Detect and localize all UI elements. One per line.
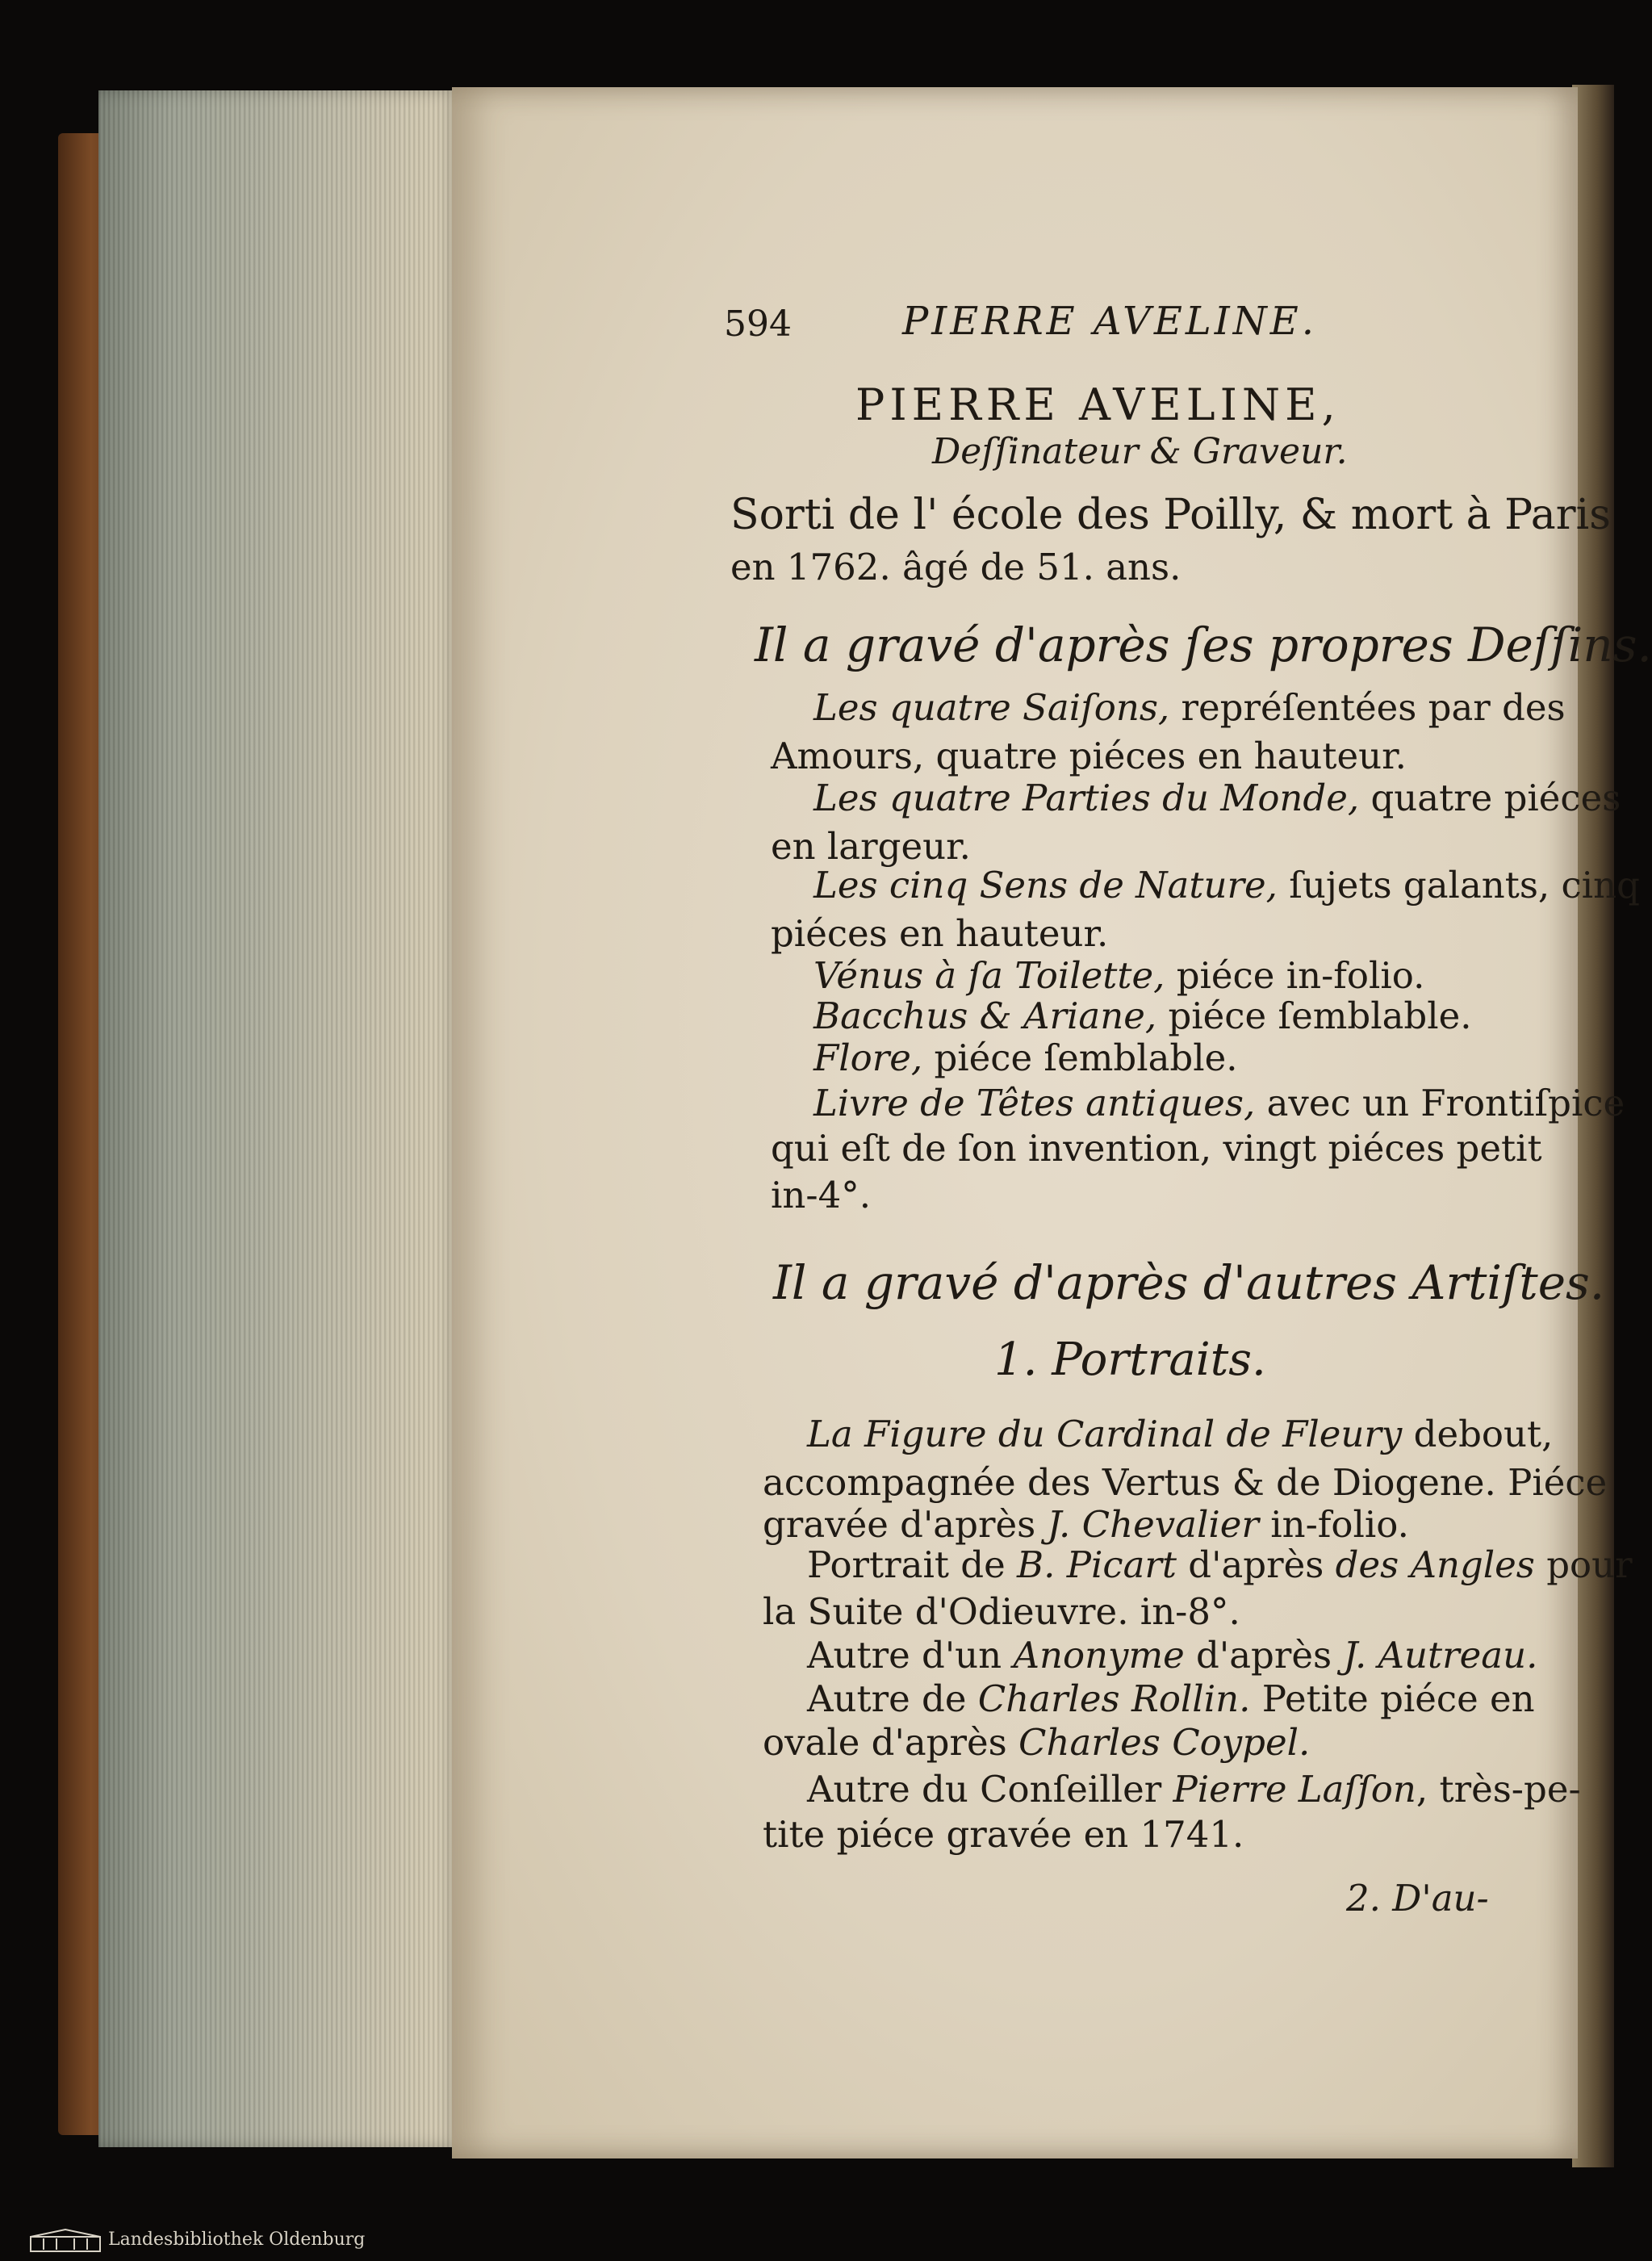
section-heading-other-artists: Il a gravé d'après d'autres Artiſtes.: [773, 1255, 1605, 1310]
intro-line-1: Sorti de l' école des Poilly, & mort à Paris: [730, 491, 1611, 539]
library-name: Landesbibliothek Oldenburg: [108, 2230, 366, 2250]
page-edges: [98, 90, 460, 2147]
section2-line: Autre du Conſeiller Pierre Laſſon, très-pe-: [807, 1768, 1581, 1811]
section2-line: La Figure du Cardinal de Fleury debout,: [807, 1413, 1554, 1455]
section2-line: accompagnée des Vertus & de Diogene. Piéce: [763, 1461, 1608, 1504]
section1-line: Les quatre Parties du Monde, quatre piéces: [813, 777, 1621, 819]
entry-subtitle: Deſſinateur & Graveur.: [932, 431, 1348, 472]
section2-line: gravée d'après J. Chevalier in-folio.: [763, 1503, 1409, 1546]
section-heading-own-designs: Il a gravé d'après ſes propres Deſſins.: [755, 618, 1652, 672]
section2-line: ovale d'après Charles Coypel.: [763, 1721, 1311, 1764]
section2-line: Autre d'un Anonyme d'après J. Autreau.: [807, 1634, 1538, 1677]
section2-line: Portrait de B. Picart d'après des Angles pour: [807, 1543, 1633, 1586]
section1-line: Les quatre Saiſons, repréſentées par des: [813, 686, 1566, 729]
section2-line: Autre de Charles Rollin. Petite piéce en: [807, 1677, 1535, 1720]
section2-line: la Suite d'Odieuvre. in-8°.: [763, 1590, 1240, 1633]
right-page-edge: [1572, 85, 1614, 2167]
section1-line: qui eſt de ſon invention, vingt piéces petit: [771, 1127, 1542, 1170]
section1-line: en largeur.: [771, 825, 971, 868]
section1-line: Flore, piéce ſemblable.: [813, 1036, 1238, 1079]
section1-line: piéces en hauteur.: [771, 912, 1109, 955]
intro-line-2: en 1762. âgé de 51. ans.: [730, 546, 1181, 588]
subsection-heading-portraits: 1. Portraits.: [994, 1334, 1266, 1386]
entry-title: PIERRE AVELINE,: [855, 379, 1340, 430]
running-head: PIERRE AVELINE.: [902, 299, 1317, 344]
section1-line: Les cinq Sens de Nature, ſujets galants, cinq: [813, 864, 1640, 906]
section1-line: Livre de Têtes antiques, avec un Frontiſpice: [813, 1082, 1625, 1124]
section2-line: tite piéce gravée en 1741.: [763, 1813, 1244, 1856]
library-logo-icon: [29, 2229, 102, 2253]
section1-line: Amours, quatre piéces en hauteur.: [771, 735, 1407, 777]
section1-line: Vénus à ſa Toilette, piéce in-folio.: [813, 954, 1425, 997]
section1-line: in-4°.: [771, 1174, 872, 1216]
page-number: 594: [724, 304, 792, 345]
section1-line: Bacchus & Ariane, piéce ſemblable.: [813, 994, 1472, 1037]
catchword: 2. D'au-: [1346, 1877, 1489, 1920]
